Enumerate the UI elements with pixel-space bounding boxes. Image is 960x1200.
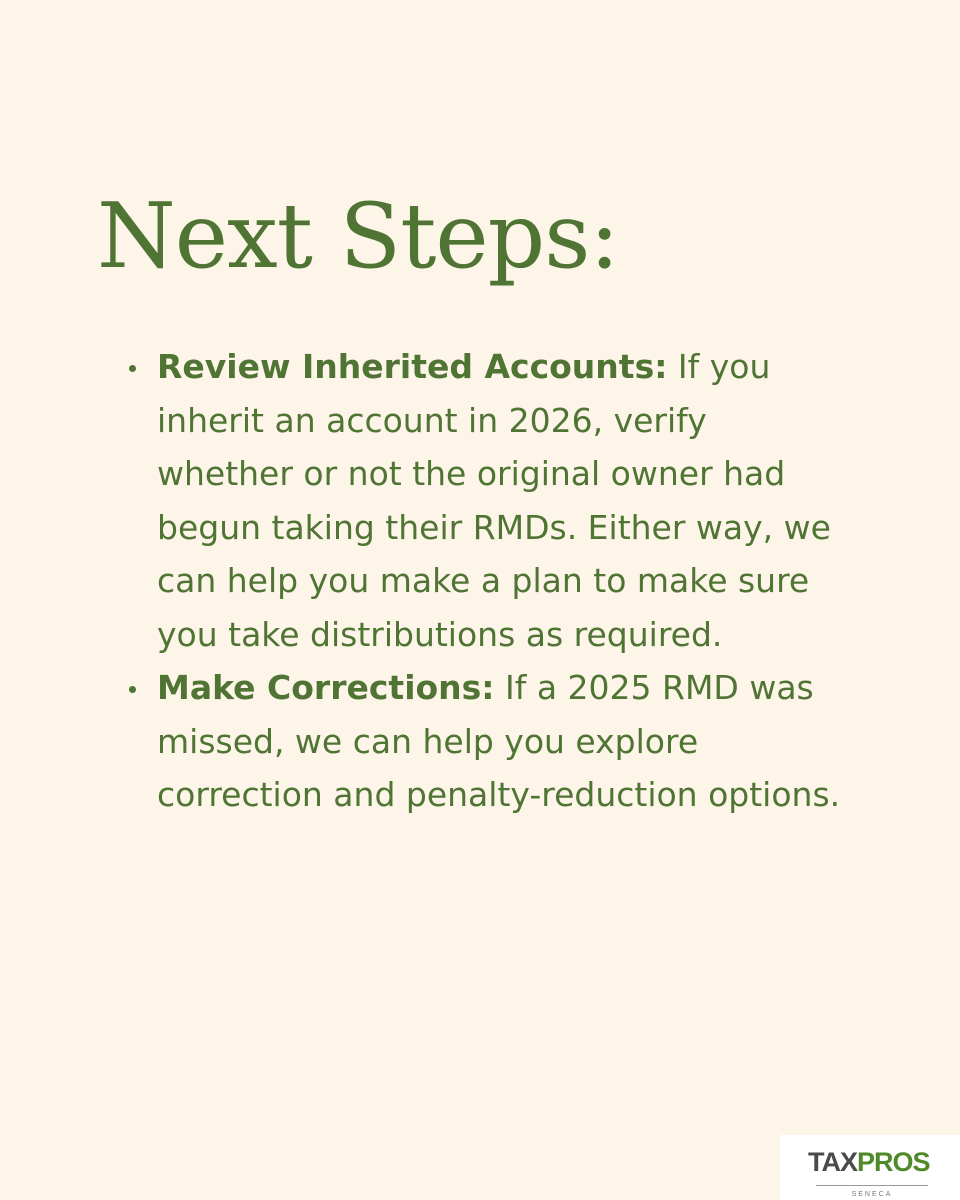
logo-subtext-wrapper [780,1181,960,1200]
step-label: Review Inherited Accounts: [157,347,668,386]
list-item-make-corrections [157,661,847,822]
bullet-icon [129,365,136,372]
step-label: Make Corrections: [157,668,495,707]
step-text: If you inherit an account in 2026, verify whether or not the original owner had begun taking their RMDs. Either way, we can help you make a plan to make sure you take distributions as required. [157,347,831,654]
taxpros-logo [780,1135,960,1200]
logo-subtext: SENECA [848,1191,897,1198]
step-text: If a 2025 RMD was missed, we can help you explore correction and penalty-reduction options. [157,668,841,814]
next-steps-list [157,340,847,822]
page-title: Next Steps: [97,184,619,289]
logo-wordmark [808,1149,930,1176]
bullet-icon [129,686,136,693]
list-item-review-inherited-accounts [157,340,847,661]
logo-tax-text: TAX [808,1147,857,1177]
logo-pros-text: PROS [857,1147,930,1177]
